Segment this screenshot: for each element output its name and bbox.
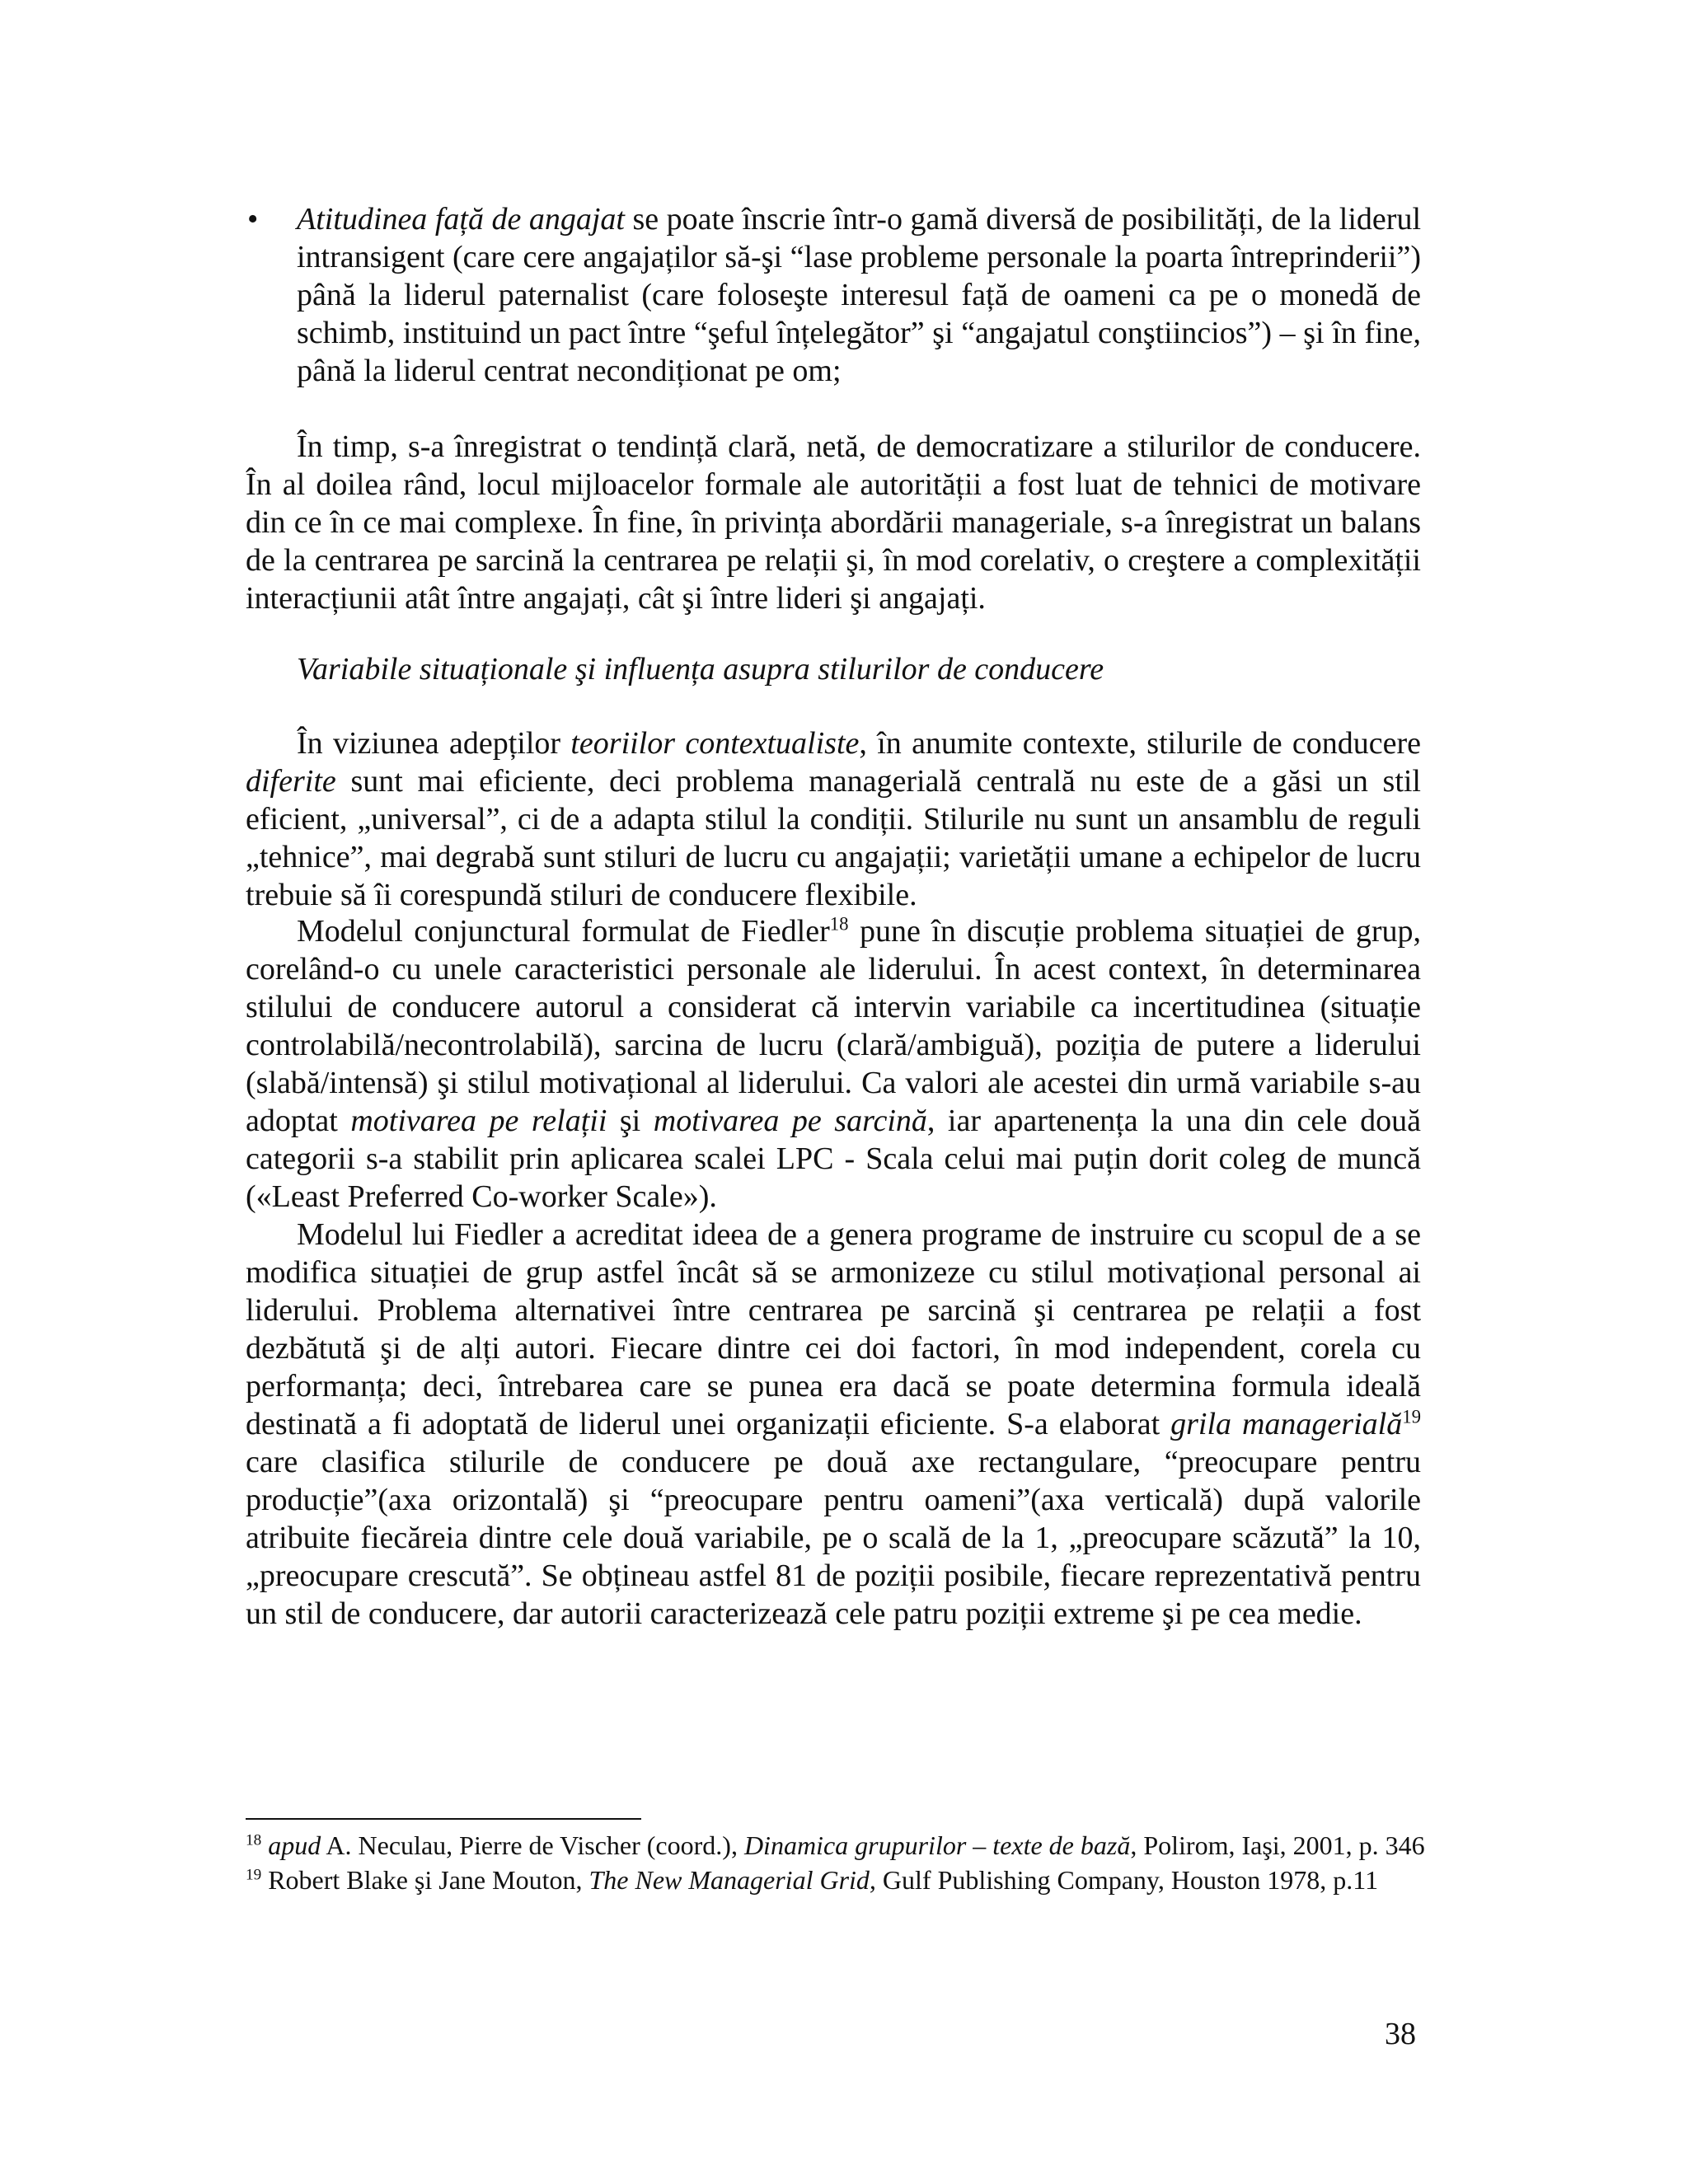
paragraph2-part-c: sunt mai eficiente, deci problema managerială centrală nu este de a găsi un stil eficient, „universal”, ci de a adapta stilul la condiții. Stilurile nu sunt un ansamblu de reguli „tehnice”, mai degrabă sunt stiluri de lucru cu angajații; varietății umane a echipelor de lucru trebuie să îi corespundă stiluri de conducere flexibile. [246,764,1421,912]
paragraph-fiedler-grid [246,1216,1421,1633]
footnote-text: , Polirom, Iaşi, 2001, p. 346 [1130,1830,1425,1860]
footnote-title: Dinamica grupurilor – texte de bază [743,1830,1131,1860]
footnote-title: The New Managerial Grid, [588,1865,876,1895]
paragraph4-part-a: Modelul lui Fiedler a acreditat ideea de a genera programe de instruire cu scopul de a se modifica situației de grup astfel încât să se armonizeze cu stilul motivațional personal ai liderului. Problema alternativei între centrarea pe sarcină şi centrarea pe relații a fost dezbătută şi de alți autori. Fiecare dintre cei doi factori, în mod independent, corela cu performanța; deci, întrebarea care se punea era dacă se poate determina formula ideală destinată a fi adoptată de liderul unei organizații eficiente. S-a elaborat [246,1217,1421,1441]
bullet-term: Atitudinea față de angajat [297,202,625,237]
paragraph2-emphasis-b: diferite [246,764,336,799]
section-subheading: Variabile situaționale şi influența asupra stilurilor de conducere [297,652,1104,687]
paragraph-fiedler-model [246,912,1421,1216]
bullet-item [246,200,1421,390]
footnote-19 [246,1864,1432,1896]
paragraph4-part-b: care clasifica stilurile de conducere pe două axe rectangulare, “preocupare pentru producție”(axa orizontală) şi “preocupare pentru oameni”(axa verticală) după valorile atribuite fiecăreia dintre cele două variabile, pe o scală de la 1, „preocupare scăzută” la 10, „preocupare crescută”. Se obțineau astfel 81 de poziții posibile, fiecare reprezentativă pentru un stil de conducere, dar autorii caracterizează cele patru poziții extreme şi pe cea medie. [246,1445,1421,1631]
paragraph4-emphasis-a: grila managerială [1170,1407,1403,1441]
paragraph3-emphasis-b: motivarea pe relații [350,1104,607,1138]
paragraph3-emphasis-c: motivarea pe sarcină [653,1104,927,1138]
footnote-separator [246,1818,641,1820]
footnote-number: 19 [246,1866,262,1884]
bullet-symbol: • [247,202,259,237]
paragraph2-part-a: În viziunea adepților [297,726,571,761]
paragraph3-part-d: , iar apartenența la una din cele două categorii s-a stabilit prin aplicarea scalei LPC - Scala celui mai puțin dorit coleg de muncă («Least Preferred Co-worker Scale»). [246,1104,1421,1214]
footnote-number: 18 [246,1831,262,1849]
footnote-text: A. Neculau, Pierre de Vischer (coord.), [321,1830,744,1860]
footnote-emphasis: apud [268,1830,321,1860]
paragraph3-part-b: pune în discuție problema situației de grup, corelând-o cu unele caracteristici personale ale liderului. În acest context, în determinarea stilului de conducere autorul a considerat că intervin variabile ca incertitudinea (situație controlabilă/necontrolabilă), sarcina de lucru (clară/ambiguă), poziția de putere a liderului (slabă/intensă) şi stilul motivațional al liderului. Ca valori ale acestei din urmă variabile s-au adoptat [246,914,1422,1138]
bullet-body: se poate înscrie într-o gamă diversă de posibilități, de la liderul intransigent (care cere angajaților să-şi “lase probleme personale la poarta întreprinderii”) până la liderul paternalist (care foloseşte interesul față de oameni ca pe o monedă de schimb, instituind un pact între “şeful înțelegător” şi “angajatul conştiincios”) – şi în fine, până la liderul centrat necondiționat pe om; [297,202,1422,388]
footnote-text: Robert Blake şi Jane Mouton, [261,1865,589,1895]
footnote-text: Gulf Publishing Company, Houston 1978, p.11 [875,1865,1379,1895]
footnotes [246,1830,1432,1899]
paragraph2-emphasis-a: teoriilor contextualiste [570,726,860,761]
paragraph3-part-c: şi [607,1104,654,1138]
bullet-text [297,200,1421,390]
page-number: 38 [1385,2017,1416,2051]
paragraph3-part-a: Modelul conjunctural formulat de Fiedler [297,914,830,949]
paragraph-contextualist [246,724,1421,914]
footnote-18 [246,1830,1432,1861]
paragraph2-part-b: , în anumite contexte, stilurile de conducere [859,726,1421,761]
paragraph-trend: În timp, s-a înregistrat o tendință clară, netă, de democratizare a stilurilor de conducere. În al doilea rând, locul mijloacelor formale ale autorității a fost luat de tehnici de motivare din ce în ce mai complexe. În fine, în privința abordării manageriale, s-a înregistrat un balans de la centrarea pe sarcină la centrarea pe relații şi, în mod corelativ, o creştere a complexității interacțiunii atât între angajați, cât şi între lideri şi angajați. [246,429,1421,616]
footnote-ref-19[interactable]: 19 [1402,1406,1421,1427]
footnote-ref-18[interactable]: 18 [829,913,849,935]
